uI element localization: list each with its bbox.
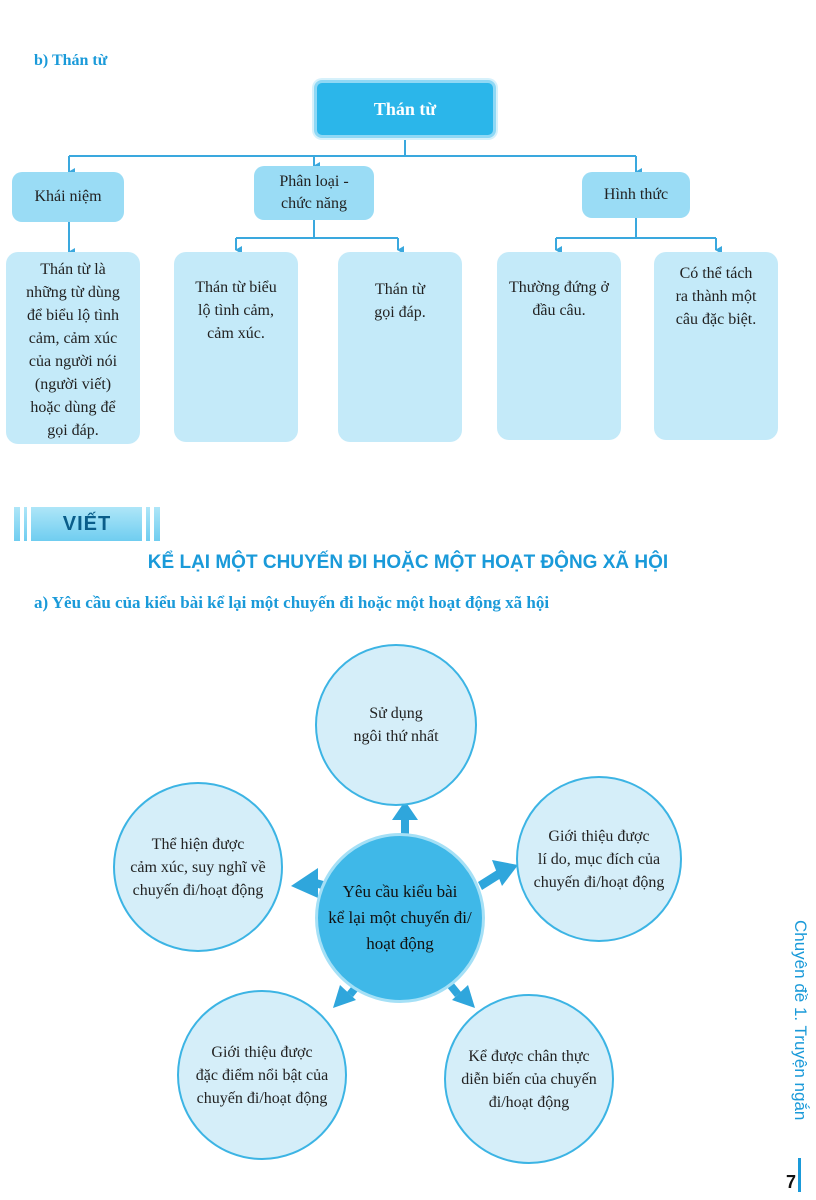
circle-line: Yêu cầu kiểu bài xyxy=(342,882,458,901)
leaf-line: Thán từ xyxy=(375,281,425,298)
viet-subheading: a) Yêu cầu của kiểu bài kể lại một chuyến đi hoặc một hoạt động xã hội xyxy=(34,593,550,612)
phan-loai-box xyxy=(254,166,374,220)
viet-section-tab xyxy=(14,507,160,541)
leaf-line: gọi đáp. xyxy=(47,422,99,439)
leaf-line: để biểu lộ tình xyxy=(27,307,119,324)
circle-line: ngôi thứ nhất xyxy=(353,728,439,745)
leaf-line: của người nói xyxy=(28,353,118,370)
page-number: 7 xyxy=(786,1172,797,1192)
circle-line: lí do, mục đích của xyxy=(537,850,661,868)
tab-stripe xyxy=(27,507,31,541)
leaf-line: cảm, cảm xúc xyxy=(28,330,118,347)
khai-niem-leaf xyxy=(6,252,140,444)
hinh-thuc-leaf-2 xyxy=(654,252,778,440)
phan-loai-leaf-2 xyxy=(338,252,462,442)
circle-line: Sử dụng xyxy=(369,705,423,722)
phan-loai-leaf-1 xyxy=(174,252,298,442)
circle-line: chuyến đi/hoạt động xyxy=(132,881,264,899)
circle-line: hoạt động xyxy=(366,934,434,953)
side-chapter-title: Chuyên đề 1. Truyện ngắn xyxy=(791,920,810,1121)
circle-left xyxy=(113,782,283,952)
hinh-thuc-label: Hình thức xyxy=(603,186,669,203)
leaf-line: gọi đáp. xyxy=(374,304,426,321)
circle-line: đi/hoạt động xyxy=(488,1093,570,1111)
tree-root-box xyxy=(314,80,496,138)
tab-stripe xyxy=(20,507,24,541)
circle-right xyxy=(516,776,682,942)
circle-line: kể lại một chuyến đi/ xyxy=(328,908,472,927)
arrow-left-head xyxy=(291,868,318,898)
circle-line: diễn biến của chuyến xyxy=(461,1070,597,1088)
circle-bottom-right xyxy=(444,994,614,1164)
circle-line: Giới thiệu được xyxy=(211,1043,313,1061)
viet-main-title: KỂ LẠI MỘT CHUYẾN ĐI HOẶC MỘT HOẠT ĐỘNG XÃ HỘI xyxy=(147,552,669,573)
leaf-line: Thán từ biểu xyxy=(195,279,277,296)
leaf-line: cảm xúc. xyxy=(207,325,265,342)
tree-root-label: Thán từ xyxy=(373,98,437,119)
leaf-line: hoặc dùng để xyxy=(30,399,116,416)
section-b-heading: b) Thán từ xyxy=(34,52,108,69)
circle-line: Kể được chân thực xyxy=(468,1047,590,1065)
circle-line: cảm xúc, suy nghĩ về xyxy=(130,858,266,876)
leaf-line: những từ dùng xyxy=(26,284,120,301)
circle-line: Thể hiện được xyxy=(151,835,245,853)
circle-top xyxy=(315,644,477,806)
viet-tab-label: VIẾT xyxy=(62,512,112,535)
hinh-thuc-box xyxy=(582,172,690,218)
leaf-line: (người viết) xyxy=(34,376,112,393)
leaf-line: câu đặc biệt. xyxy=(675,311,757,328)
circle-center xyxy=(315,833,485,1003)
circle-line: chuyến đi/hoạt động xyxy=(533,873,665,891)
leaf-line: Thường đứng ở xyxy=(508,279,610,296)
phan-loai-label-line: chức năng xyxy=(281,195,347,212)
tab-stripe xyxy=(142,507,146,541)
phan-loai-label-line: Phân loại - xyxy=(279,173,349,190)
circle-line: chuyến đi/hoạt động xyxy=(196,1089,328,1107)
circle-line: Giới thiệu được xyxy=(548,827,650,845)
circle-line: đặc điểm nổi bật của xyxy=(195,1066,329,1084)
leaf-line: Có thể tách xyxy=(679,265,753,282)
leaf-line: đầu câu. xyxy=(532,302,586,319)
hinh-thuc-leaf-1 xyxy=(497,252,621,440)
leaf-line: ra thành một xyxy=(675,288,757,305)
khai-niem-label: Khái niệm xyxy=(34,188,102,205)
leaf-line: Thán từ là xyxy=(40,261,106,278)
circle-bottom-left xyxy=(177,990,347,1160)
leaf-line: lộ tình cảm, xyxy=(198,302,274,319)
tab-stripe xyxy=(150,507,154,541)
khai-niem-box xyxy=(12,172,124,222)
side-bar-divider xyxy=(798,1158,801,1192)
